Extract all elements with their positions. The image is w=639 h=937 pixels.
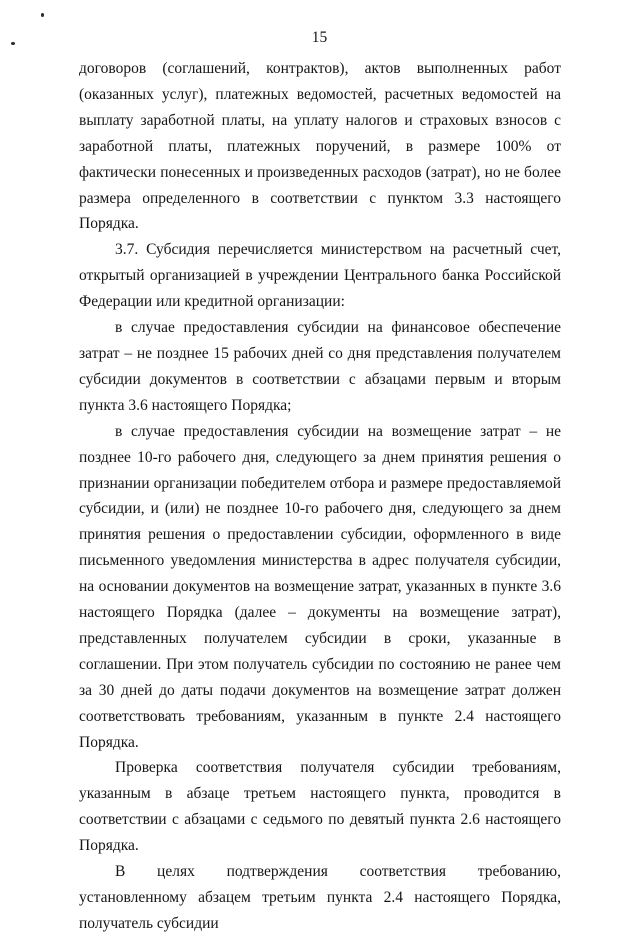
- paragraph-financial-provision: в случае предоставления субсидии на финансовое обеспечение затрат – не позднее 15 рабочих дней со дня представления получателем субсидии документов в соответствии с абзацами первым и вторым пункта 3.6 настоящего Порядка;: [79, 319, 561, 414]
- page-number: 15: [311, 29, 328, 46]
- paragraph-compliance-check: Проверка соответствия получателя субсидии требованиям, указанным в абзаце третьем настоящего пункта, проводится в соответствии с абзацами с седьмого по девятый пункта 2.6 настоящего Порядка.: [79, 759, 561, 855]
- paragraph-clause-3-7: 3.7. Субсидия перечисляется министерством на расчетный счет, открытый организацией в учреждении Центрального банка Российской Федерации или кредитной организации:: [79, 241, 561, 311]
- paragraph-cost-reimbursement: в случае предоставления субсидии на возмещение затрат – не позднее 10-го рабочего дня, следующего за днем принятия решения о признании организации победителем отбора и размере предоставляемой субсидии, и (или) не позднее 10-го рабочего дня, следующего за днем принятия решения о предоставлении субсидии, оформленного в виде письменного уведомления министерства в адрес получателя субсидии, на основании документов на возмещение затрат, указанных в пункте 3.6 настоящего Порядка (далее – документы на возмещение затрат), представленных получателем субсидии в сроки, указанные в соглашении. При этом получатель субсидии по состоянию не ранее чем за 30 дней до даты подачи документов на возмещение затрат должен соответствовать требованиям, указанным в пункте 2.4 настоящего Порядка.: [79, 422, 561, 751]
- paragraph-continuation: договоров (соглашений, контрактов), актов выполненных работ (оказанных услуг), платежных ведомостей, расчетных ведомостей на выплату заработной платы, на уплату налогов и страховых взносов с заработной платы, платежных поручений, в размере 100% от фактически понесенных и произведенных расходов (затрат), но не более размера определенного в соответствии с пунктом 3.3 настоящего Порядка.: [79, 60, 561, 233]
- document-body: [79, 56, 561, 937]
- paragraph-requirement-confirmation: В целях подтверждения соответствия требованию, установленному абзацем третьим пункта 2.4 настоящего Порядка, получатель субсидии: [79, 863, 561, 932]
- scan-speck: [41, 13, 44, 17]
